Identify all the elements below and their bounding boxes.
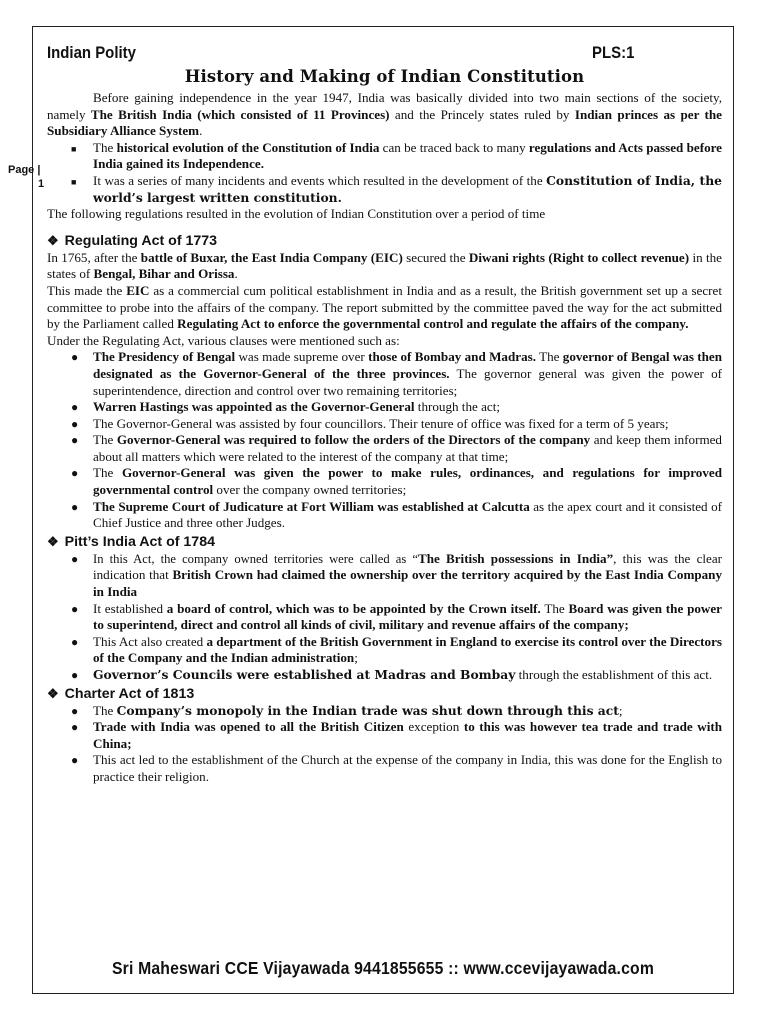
paragraph: Under the Regulating Act, various clauses were mentioned such as: [47, 332, 400, 348]
header-row [47, 42, 724, 64]
section-heading-1784: ❖ Pitt’s India Act of 1784 [47, 533, 215, 550]
section-heading-1813: ❖ Charter Act of 1813 [47, 685, 195, 702]
bullet-icon: ● [71, 551, 79, 566]
diamond-bullet-icon: ❖ [47, 685, 59, 701]
intro-list [47, 140, 722, 206]
footer-contact: Sri Maheswari CCE Vijayawada 9441855655 :: www.ccevijayawada.com [111, 958, 655, 978]
square-bullet-icon: ■ [71, 176, 77, 187]
bullet-icon: ● [71, 720, 79, 735]
bullet-icon: ● [71, 753, 79, 768]
bullet-icon: ● [71, 400, 79, 415]
list-item: ● The Governor-General was given the power to make rules, ordinances, and regulations for improved governmental control over the company owned territories; [71, 465, 722, 498]
bullet-icon: ● [71, 634, 79, 649]
bullet-icon: ● [71, 668, 79, 682]
document-body [47, 42, 722, 786]
bullet-icon: ● [71, 703, 79, 718]
clauses-list-1784 [47, 551, 722, 684]
clauses-list-1773 [47, 349, 722, 532]
paragraph: This made the EIC as a commercial cum political establishment in India and as a result, the British government set up a secret committee to probe into the affairs of the company. The report submitted by the committee paved the way for the act submitted by the Parliament called Regulating Act to enforce the governmental control and regulate the affairs of the company. [47, 282, 722, 332]
header-code: PLS:1 [591, 43, 635, 62]
document-title: History and Making of Indian Constitution [184, 67, 585, 86]
list-item: ● Warren Hastings was appointed as the Governor-General through the act; [71, 399, 500, 415]
bullet-icon: ● [71, 350, 79, 365]
header-subject: Indian Polity [47, 43, 136, 62]
bullet-icon: ● [71, 433, 79, 448]
list-item: ● This Act also created a department of the British Government in England to exercise its control over the Directors of the Company and the Indian administration; [71, 633, 722, 666]
bullet-icon: ● [71, 499, 79, 514]
bullet-icon: ● [71, 466, 79, 481]
diamond-bullet-icon: ❖ [47, 232, 59, 248]
list-item: ● Governor’s Councils were established at Madras and Bombay through the establishment of this act. [71, 667, 713, 682]
list-item: ■ It was a series of many incidents and events which resulted in the development of the Constitution of India, the world’s largest written constitution. [71, 172, 722, 205]
list-item: ● This act led to the establishment of the Church at the expense of the company in India, this was done for the English to practice their religion. [71, 752, 722, 784]
page-marker [8, 163, 44, 191]
bullet-icon: ● [71, 601, 79, 616]
list-item: ● The Supreme Court of Judicature at Fort William was established at Calcutta as the apex court and it consisted of Chief Justice and three other Judges. [71, 498, 722, 531]
list-item: ● Trade with India was opened to all the British Citizen exception to this was however tea trade and trade with China; [71, 719, 722, 751]
paragraph: In 1765, after the battle of Buxar, the East India Company (EIC) secured the Diwani rights (Right to collect revenue) in the states of Bengal, Bihar and Orissa. [47, 249, 722, 282]
list-item: ● The Governor-General was assisted by four councillors. Their tenure of office was fixed for a term of 5 years; [71, 415, 669, 431]
list-item: ● It established a board of control, which was to be appointed by the Crown itself. The Board was given the power to superintend, direct and control all kinds of civil, military and revenue affairs of the company; [71, 600, 722, 633]
diamond-bullet-icon: ❖ [47, 533, 59, 549]
list-item: ● The Governor-General was required to follow the orders of the Directors of the company and keep them informed about all matters which were related to the interest of the company at that time; [71, 432, 722, 464]
section-heading-1773: ❖ Regulating Act of 1773 [47, 232, 218, 249]
intro-paragraph: Before gaining independence in the year 1947, India was basically divided into two main sections of the society, namely The British India (which consisted of 11 Provinces) and the Princely states ruled by Indian princes as per the Subsidiary Alliance System. [47, 90, 722, 139]
bullet-icon: ● [71, 416, 79, 431]
list-item: ● In this Act, the company owned territories were called as “The British possessions in India”, this was the clear indication that British Crown had claimed the ownership over the territory acquired by the East India Company in India [71, 550, 723, 600]
page-label: Page | [8, 164, 41, 176]
list-item: ● The Company’s monopoly in the Indian trade was shut down through this act; [71, 702, 623, 718]
list-item: ■ The historical evolution of the Constitution of India can be traced back to many regulations and Acts passed before India gained its Independence. [71, 139, 722, 172]
page-number: 1 [38, 178, 45, 190]
clauses-list-1813 [47, 703, 722, 786]
list-item: ● The Presidency of Bengal was made supreme over those of Bombay and Madras. The governor of Bengal was then designated as the Governor-General of the three provinces. The governor general was given the power of superintendence, direction and control over two remaining territories; [71, 349, 723, 398]
square-bullet-icon: ■ [71, 143, 77, 154]
intro-closing: The following regulations resulted in the evolution of Indian Constitution over a period of time [47, 206, 546, 222]
